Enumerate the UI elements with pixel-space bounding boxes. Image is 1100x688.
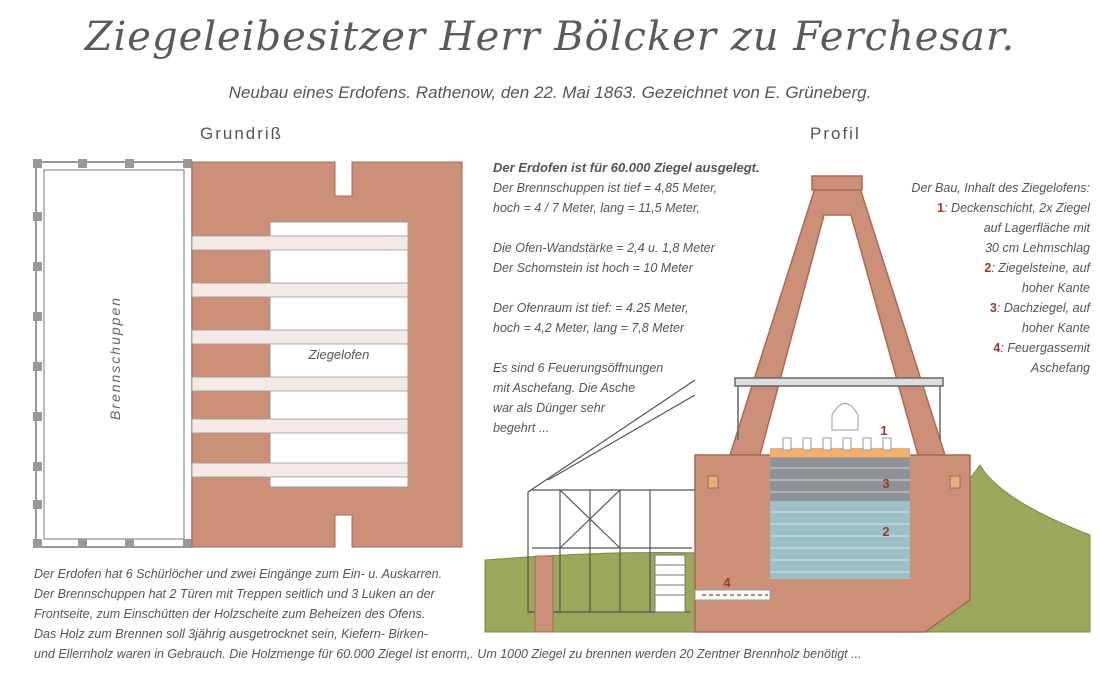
notes-line xyxy=(493,338,803,358)
page-subtitle: Neubau eines Erdofens. Rathenow, den 22. Mai 1863. Gezeichnet von E. Grüneberg. xyxy=(228,83,872,102)
profile-heading: Profil xyxy=(810,124,861,143)
kiln-label: Ziegelofen xyxy=(308,347,370,362)
notes-line: war als Dünger sehr xyxy=(493,401,605,415)
chimney-opening xyxy=(832,404,858,431)
bottom-line: Der Brennschuppen hat 2 Türen mit Treppen seitlich und 3 Luken an der xyxy=(34,587,435,601)
vent-right xyxy=(950,476,960,488)
ground-plan xyxy=(0,0,480,560)
legend-line: 3: Dachziegel, auf xyxy=(989,301,1090,315)
legend-number: 2 xyxy=(984,261,992,275)
kiln-notes xyxy=(493,158,803,438)
legend-line xyxy=(860,218,1090,238)
legend-text: Aschefang xyxy=(1030,361,1090,375)
legend-title: Der Bau, Inhalt des Ziegelofens: xyxy=(911,181,1090,195)
legend-text: 30 cm Lehmschlag xyxy=(985,241,1090,255)
marker-1: 1 xyxy=(880,423,888,438)
plan-heading: Grundriß xyxy=(200,124,284,143)
legend-text: Deckenschicht, 2x Ziegel xyxy=(951,201,1090,215)
notes-line: hoch = 4,2 Meter, lang = 7,8 Meter xyxy=(493,321,685,335)
bottom-line: Frontseite, zum Einschütten der Holzscheite zum Beheizen des Ofens. xyxy=(34,607,426,621)
bottom-line: und Ellernholz waren in Gebrauch. Die Holzmenge für 60.000 Ziegel ist enorm,. Um 1000 Ziegel zu brennen werden 20 Zentner Brennholz benötigt ... xyxy=(34,647,862,661)
legend-text: hoher Kante xyxy=(1021,321,1090,335)
legend-text: auf Lagerfläche mit xyxy=(983,221,1090,235)
notes-line xyxy=(493,278,803,298)
marker-2: 2 xyxy=(882,524,890,539)
shed-label: Brennschuppen xyxy=(107,295,123,421)
notes-line: Es sind 6 Feuerungsöffnungen xyxy=(493,361,664,375)
bottom-line: Der Erdofen hat 6 Schürlöcher und zwei Eingänge zum Ein- u. Auskarren. xyxy=(34,567,443,581)
legend-text: Feuergassemit xyxy=(1007,341,1090,355)
page-title: Ziegeleibesitzer Herr Bölcker zu Ferchesar. xyxy=(84,14,1016,60)
legend-number: 1 xyxy=(937,201,945,215)
legend-text: Ziegelsteine, auf xyxy=(998,261,1090,275)
notes-line: begehrt ... xyxy=(493,421,550,435)
marker-3: 3 xyxy=(882,476,890,491)
notes-line: Der Schornstein ist hoch = 10 Meter xyxy=(493,261,693,275)
notes-headline: Der Erdofen ist für 60.000 Ziegel ausgelegt. xyxy=(493,160,760,175)
notes-line xyxy=(493,218,803,238)
notes-line: Der Brennschuppen ist tief = 4,85 Meter, xyxy=(493,181,718,195)
notes-line: Die Ofen-Wandstärke = 2,4 u. 1,8 Meter xyxy=(493,241,715,255)
marker-4: 4 xyxy=(723,575,731,590)
bottom-description xyxy=(34,564,1084,664)
legend-line xyxy=(860,358,1090,378)
legend-items xyxy=(860,198,1090,378)
notes-lines xyxy=(493,178,803,438)
legend-text: Dachziegel, auf xyxy=(1003,301,1090,315)
notes-line: mit Aschefang. Die Asche xyxy=(493,381,636,395)
legend-line: 2: Ziegelsteine, auf xyxy=(984,261,1090,275)
notes-line: hoch = 4 / 7 Meter, lang = 11,5 Meter, xyxy=(493,201,700,215)
legend-line: 1: Deckenschicht, 2x Ziegel xyxy=(937,201,1090,215)
legend-text: hoher Kante xyxy=(1021,281,1090,295)
legend-line xyxy=(860,238,1090,258)
bottom-line: Das Holz zum Brennen soll 3jährig ausgetrocknet sein, Kiefern- Birken- xyxy=(34,627,428,641)
vent-left xyxy=(708,476,718,488)
notes-line: Der Ofenraum ist tief: = 4.25 Meter, xyxy=(493,301,689,315)
legend-line xyxy=(860,278,1090,298)
legend-number: 4 xyxy=(993,341,1001,355)
kiln-legend xyxy=(860,178,1090,378)
legend-line: 4: Feuergassemit xyxy=(993,341,1090,355)
legend-number: 3 xyxy=(989,301,997,315)
legend-line xyxy=(860,318,1090,338)
